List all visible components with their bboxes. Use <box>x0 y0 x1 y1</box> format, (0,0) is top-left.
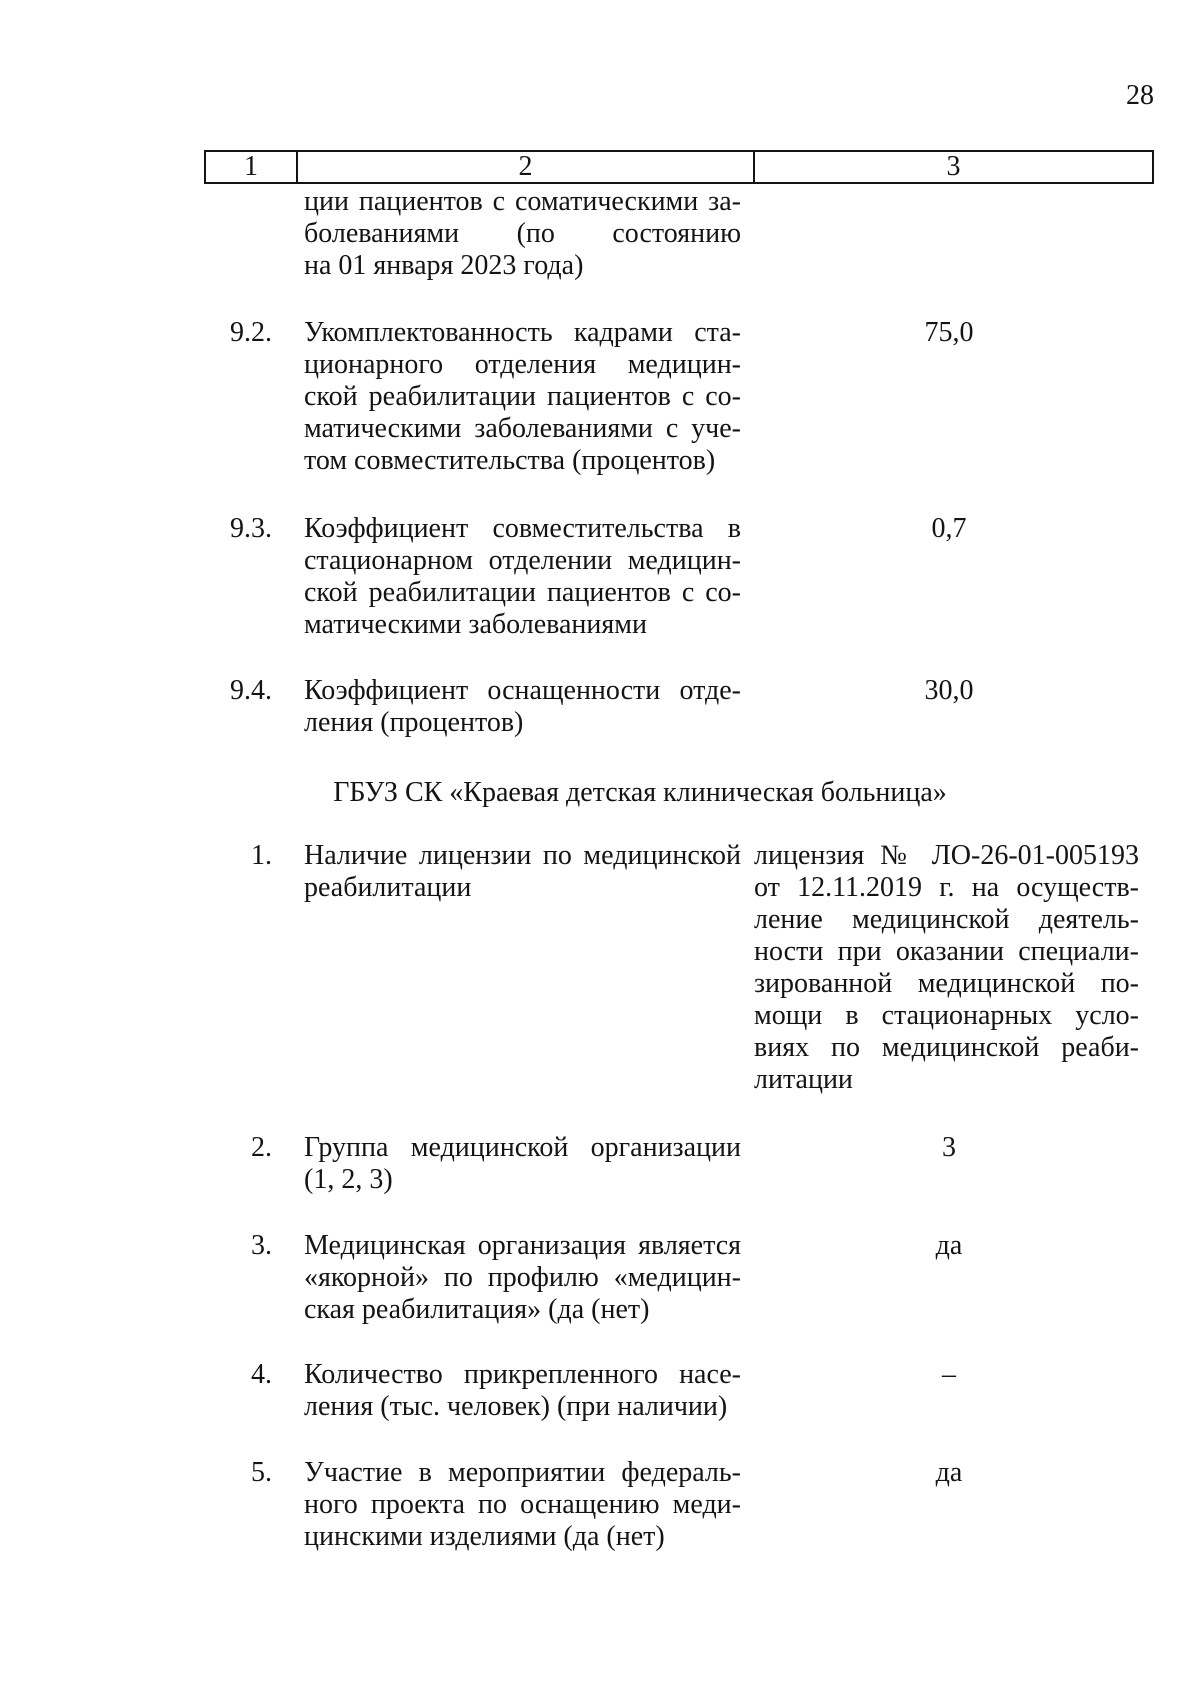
value-line: ности при оказании специали- <box>754 936 1139 967</box>
row-value <box>754 840 1139 1096</box>
row-description <box>304 675 741 739</box>
row-value: – <box>942 1359 956 1390</box>
row-description <box>304 1230 741 1326</box>
row-value: да <box>935 1457 963 1488</box>
row-description <box>304 840 741 904</box>
row-value: 0,7 <box>931 513 967 544</box>
value-line: ление медицинской деятель- <box>754 904 1139 935</box>
desc-line: ской реабилитации пациентов с со- <box>304 381 741 412</box>
row-description <box>304 1457 741 1553</box>
row-value: да <box>935 1230 963 1261</box>
row-value: 75,0 <box>924 317 974 348</box>
section-title: ГБУЗ СК «Краевая детская клиническая больница» <box>333 777 947 808</box>
desc-line: «якорной» по профилю «медицин- <box>304 1262 741 1293</box>
desc-line: Участие в мероприятии федераль- <box>304 1457 741 1488</box>
desc-line: ционарного отделения медицин- <box>304 349 741 380</box>
row-description <box>304 1359 741 1423</box>
desc-line: ской реабилитации пациентов с со- <box>304 577 741 608</box>
header-col-2: 2 <box>298 152 755 182</box>
desc-line: матическими заболеваниями с уче- <box>304 413 741 444</box>
row-description <box>304 186 741 282</box>
desc-line: реабилитации <box>304 872 472 903</box>
row-number: 9.4. <box>230 675 272 706</box>
desc-line: ного проекта по оснащению меди- <box>304 1489 741 1520</box>
desc-line: Медицинская организация является <box>304 1230 741 1261</box>
row-number: 9.3. <box>230 513 272 544</box>
row-value: 30,0 <box>924 675 974 706</box>
value-line: зированной медицинской по- <box>754 968 1139 999</box>
value-line: от 12.11.2019 г. на осуществ- <box>754 872 1139 903</box>
desc-line: ления (процентов) <box>304 707 524 738</box>
desc-line: ции пациентов с соматическими за- <box>304 186 741 217</box>
row-description <box>304 1132 741 1196</box>
row-description <box>304 513 741 641</box>
desc-line: ская реабилитация» (да (нет) <box>304 1294 650 1325</box>
table-header <box>204 150 1154 184</box>
row-number: 3. <box>251 1230 272 1261</box>
desc-line: болеваниями (по состоянию <box>304 218 741 249</box>
desc-line: Коэффициент оснащенности отде- <box>304 675 741 706</box>
value-line: литации <box>754 1064 853 1095</box>
desc-line: том совместительства (процентов) <box>304 445 716 476</box>
header-col-3: 3 <box>946 151 961 182</box>
desc-line: Количество прикрепленного насе- <box>304 1359 741 1390</box>
desc-line: Наличие лицензии по медицинской <box>304 840 741 871</box>
desc-line: Группа медицинской организации <box>304 1132 741 1163</box>
page-number: 28 <box>1126 80 1154 111</box>
row-description <box>304 317 741 477</box>
row-number: 4. <box>251 1359 272 1390</box>
desc-line: Коэффициент совместительства в <box>304 513 741 544</box>
row-number: 9.2. <box>230 317 272 348</box>
desc-line: цинскими изделиями (да (нет) <box>304 1521 665 1552</box>
value-line: лицензия № ЛО-26-01-005193 <box>754 840 1139 871</box>
desc-line: стационарном отделении медицин- <box>304 545 741 576</box>
value-line: мощи в стационарных усло- <box>754 1000 1139 1031</box>
row-number: 2. <box>251 1132 272 1163</box>
desc-line: матическими заболеваниями <box>304 609 647 640</box>
desc-line: ления (тыс. человек) (при наличии) <box>304 1391 728 1422</box>
desc-line: на 01 января 2023 года) <box>304 250 584 281</box>
desc-line: Укомплектованность кадрами ста- <box>304 317 741 348</box>
header-col-1: 1 <box>206 152 298 182</box>
row-value: 3 <box>942 1132 956 1163</box>
desc-line: (1, 2, 3) <box>304 1164 393 1195</box>
row-number: 1. <box>251 840 272 871</box>
value-line: виях по медицинской реаби- <box>754 1032 1139 1063</box>
row-number: 5. <box>251 1457 272 1488</box>
